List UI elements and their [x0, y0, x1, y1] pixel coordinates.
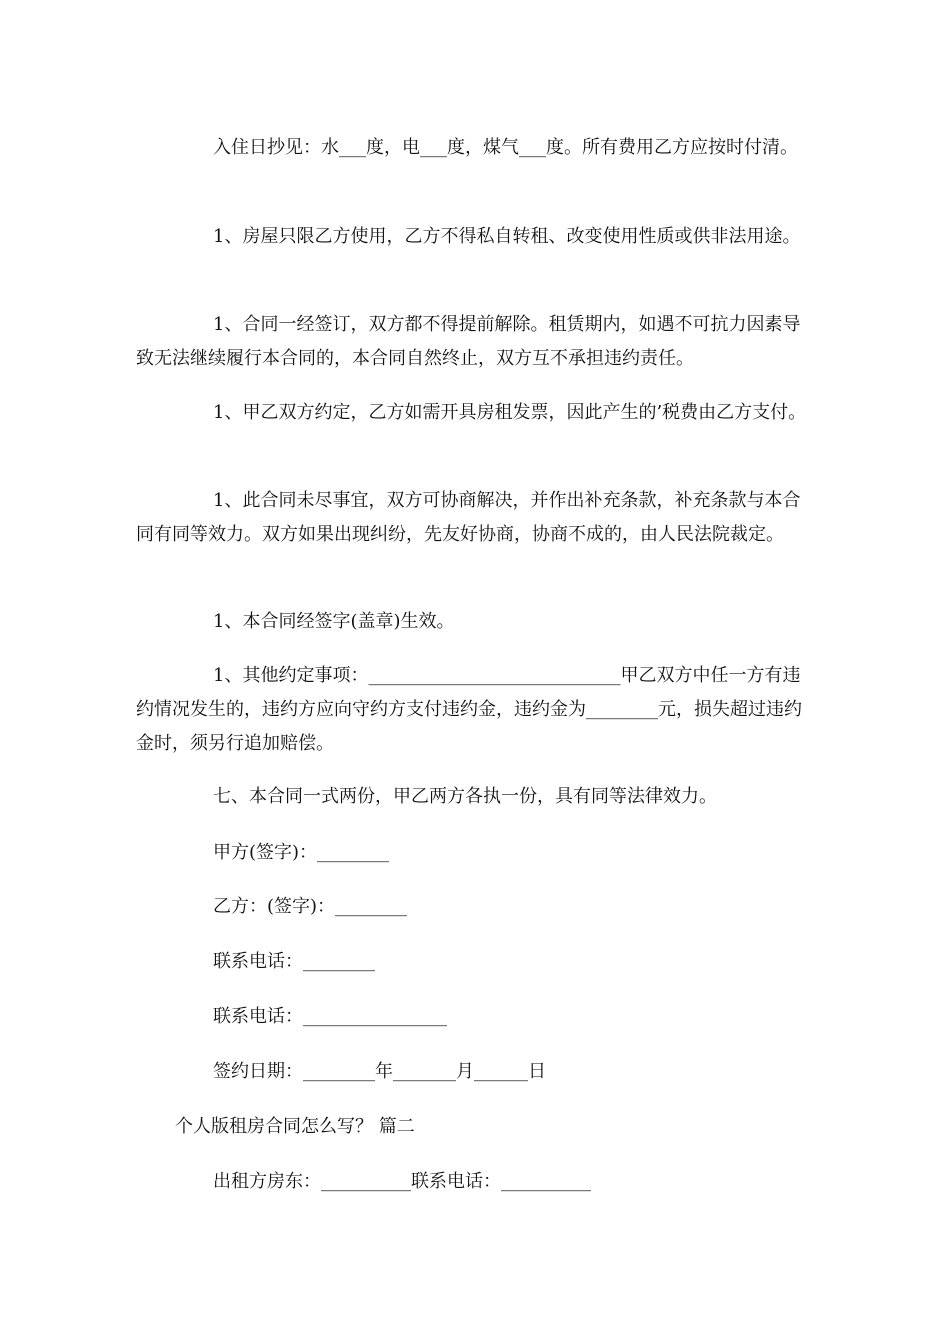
paragraph-termination: 1、合同一经签订，双方都不得提前解除。租赁期内，如遇不可抗力因素导致无法继续履行本合同的，本合同自然终止，双方互不承担违约责任。 [136, 314, 801, 369]
contact-phone-a: 联系电话：________ [213, 951, 375, 972]
paragraph-supplementary: 1、此合同未尽事宜，双方可协商解决，并作出补充条款，补充条款与本合同有同等效力。双方如果出现纠纷，先友好协商，协商不成的，由人民法院裁定。 [136, 490, 801, 545]
paragraph-copies: 七、本合同一式两份，甲乙两方各执一份，具有同等法律效力。 [213, 786, 717, 807]
paragraph-usage-restriction: 1、房屋只限乙方使用，乙方不得私自转租、改变使用性质或供非法用途。 [213, 226, 801, 247]
contact-phone-b: 联系电话：________________ [213, 1006, 447, 1027]
landlord-line: 出租方房东：__________联系电话：__________ [213, 1171, 591, 1192]
paragraph-meter-reading: 入住日抄见：水___度，电___度，煤气___度。所有费用乙方应按时付清。 [213, 137, 798, 158]
signing-date: 签约日期：________年_______月______日 [213, 1061, 546, 1082]
paragraph-effective: 1、本合同经签字(盖章)生效。 [213, 611, 455, 632]
paragraph-other-terms: 1、其他约定事项：____________________________甲乙双方中任一方有违约情况发生的，违约方应向守约方支付违约金，违约金为________元，损失超过违约金时，须另行追加赔偿。 [136, 665, 802, 754]
paragraph-invoice: 1、甲乙双方约定，乙方如需开具房租发票，因此产生的’税费由乙方支付。 [213, 402, 807, 423]
signature-party-b: 乙方：(签字)：________ [213, 896, 408, 917]
signature-party-a: 甲方(签字)：________ [213, 842, 390, 863]
section-heading: 个人版租房合同怎么写？ 篇二 [175, 1116, 415, 1137]
